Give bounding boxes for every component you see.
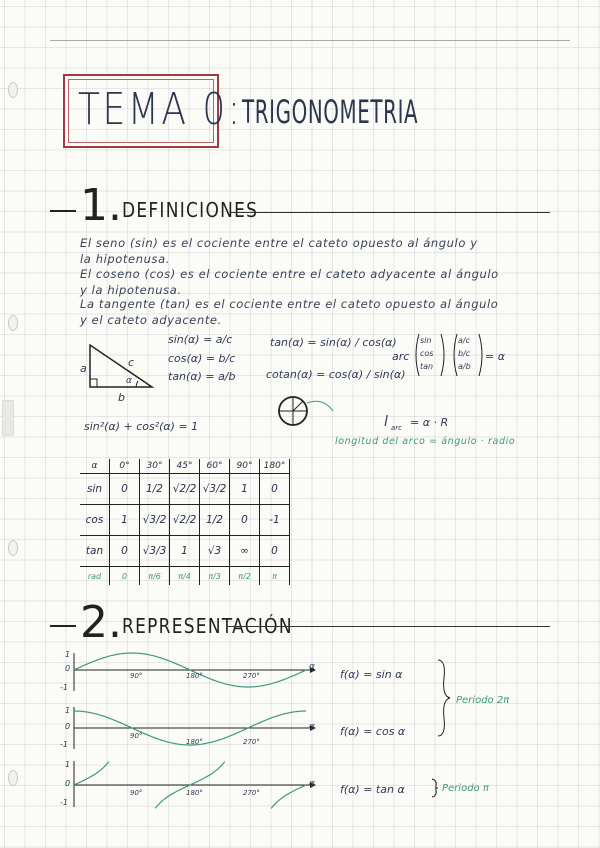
table-header: 30° (140, 459, 170, 474)
punch-hole (8, 770, 18, 786)
tick-label: 270° (243, 738, 260, 746)
table-header: 0° (110, 459, 140, 474)
fn-label-tan: f(α) = tan α (340, 783, 405, 796)
period-brace (434, 658, 454, 738)
arc-result: = α (485, 350, 505, 363)
table-cell: 1 (110, 505, 140, 536)
table-cell: √3 (200, 536, 230, 567)
arc-ratio: a/b (458, 362, 471, 371)
text-line: la hipotenusa. (80, 252, 170, 266)
tick-label: 90° (130, 789, 143, 797)
section-dash (50, 210, 76, 212)
triangle-label-a: a (80, 362, 87, 375)
axis-symbol: α (309, 779, 315, 789)
y-label: 0 (65, 779, 71, 788)
row-label: rad (80, 567, 110, 586)
trig-values-table (80, 459, 290, 585)
triangle-label-alpha: α (126, 376, 132, 386)
y-label: 1 (65, 650, 71, 659)
ratio-cos: cos(α) = b/c (168, 352, 236, 365)
section-dash (50, 625, 76, 627)
arc-func-tan: tan (420, 362, 434, 371)
section2-number: 2. (80, 597, 122, 648)
table-cell: π/6 (140, 567, 170, 586)
table-cell: ∞ (230, 536, 260, 567)
table-cell: √3/2 (140, 505, 170, 536)
table-cell: 0 (230, 505, 260, 536)
table-cell: √2/2 (170, 505, 200, 536)
table-corner: α (80, 459, 110, 474)
text-line: y el cateto adyacente. (80, 313, 222, 327)
period-pi: Periodo π (442, 783, 489, 794)
text-line: El seno (sin) es el cociente entre el cateto opuesto al ángulo y (80, 236, 478, 250)
tan-graph (74, 761, 316, 808)
text-line: El coseno (cos) es el cociente entre el cateto adyacente al ángulo (80, 267, 499, 281)
section1-title: DEFINICIONES (122, 198, 259, 222)
section1-rule (230, 212, 550, 213)
table-row (80, 536, 290, 567)
table-cell: 0 (110, 567, 140, 586)
table-cell: 0 (260, 536, 290, 567)
pythagorean-identity: sin²(α) + cos²(α) = 1 (84, 420, 199, 433)
page-subtitle: TRIGONOMETRIA (242, 93, 419, 131)
tan-formula: tan(α) = sin(α) / cos(α) (270, 336, 397, 349)
y-label: 1 (65, 706, 71, 715)
y-label: 0 (65, 664, 71, 673)
y-label: 0 (65, 722, 71, 731)
tick-label: 180° (186, 672, 203, 680)
arc-length-sub: arc (391, 424, 403, 432)
axis-symbol: α (309, 662, 315, 672)
table-cell: 0 (260, 474, 290, 505)
table-cell: 0 (110, 474, 140, 505)
table-cell: √3/2 (200, 474, 230, 505)
cotan-formula: cotan(α) = cos(α) / sin(α) (266, 368, 406, 381)
table-header: 45° (170, 459, 200, 474)
table-cell: -1 (260, 505, 290, 536)
punch-hole (8, 315, 18, 331)
period-2pi: Periodo 2π (456, 695, 510, 706)
table-cell: 1/2 (200, 505, 230, 536)
table-header: 90° (230, 459, 260, 474)
table-cell: 1 (230, 474, 260, 505)
table-header: 60° (200, 459, 230, 474)
table-cell: 1 (170, 536, 200, 567)
table-cell: π/2 (230, 567, 260, 586)
section1-number: 1. (80, 180, 122, 231)
axis-symbol: α (309, 722, 315, 732)
punch-hole (8, 82, 18, 98)
triangle-label-b: b (118, 391, 125, 404)
y-label: -1 (60, 798, 68, 807)
text-line: y la hipotenusa. (80, 283, 182, 297)
arc-ratio: b/c (458, 349, 471, 358)
table-cell: π (260, 567, 290, 586)
ratio-sin: sin(α) = a/c (168, 333, 233, 346)
section2-title: REPRESENTACIÓN (122, 614, 293, 638)
fn-label-cos: f(α) = cos α (340, 725, 406, 738)
ratio-tan: tan(α) = a/b (168, 370, 236, 383)
triangle-label-c: c (128, 356, 135, 369)
text-line: La tangente (tan) es el cociente entre el cateto opuesto al ángulo (80, 297, 499, 311)
tick-label: 90° (130, 732, 143, 740)
tick-label: 90° (130, 672, 143, 680)
table-cell: √3/3 (140, 536, 170, 567)
tick-label: 270° (243, 672, 260, 680)
table-row-rad (80, 567, 290, 586)
unit-circle-diagram (275, 393, 335, 433)
table-row (80, 505, 290, 536)
tick-label: 180° (186, 789, 203, 797)
arc-prefix: arc (392, 350, 410, 363)
table-cell: √2/2 (170, 474, 200, 505)
punch-hole (8, 540, 18, 556)
arc-length-note: longitud del arco = ángulo · radio (335, 436, 516, 447)
row-label: tan (80, 536, 110, 567)
arc-ratio: a/c (458, 336, 470, 345)
arc-length-symbol: l (384, 414, 388, 430)
section2-rule (228, 626, 550, 627)
fn-label-sin: f(α) = sin α (340, 668, 403, 681)
margin-tag (2, 400, 14, 436)
page-title: TEMA 0: (78, 84, 243, 135)
table-row (80, 474, 290, 505)
table-cell: π/3 (200, 567, 230, 586)
tick-label: 270° (243, 789, 260, 797)
table-cell: 0 (110, 536, 140, 567)
period-brace-small (430, 778, 440, 798)
table-cell: π/4 (170, 567, 200, 586)
arc-length-rhs: = α · R (410, 416, 449, 429)
top-rule (50, 40, 570, 41)
y-label: -1 (60, 683, 68, 692)
tick-label: 180° (186, 738, 203, 746)
y-label: -1 (60, 740, 68, 749)
row-label: sin (80, 474, 110, 505)
arc-func-cos: cos (420, 349, 434, 358)
y-label: 1 (65, 760, 71, 769)
row-label: cos (80, 505, 110, 536)
arc-func-sin: sin (420, 336, 432, 345)
table-header: 180° (260, 459, 290, 474)
table-cell: 1/2 (140, 474, 170, 505)
